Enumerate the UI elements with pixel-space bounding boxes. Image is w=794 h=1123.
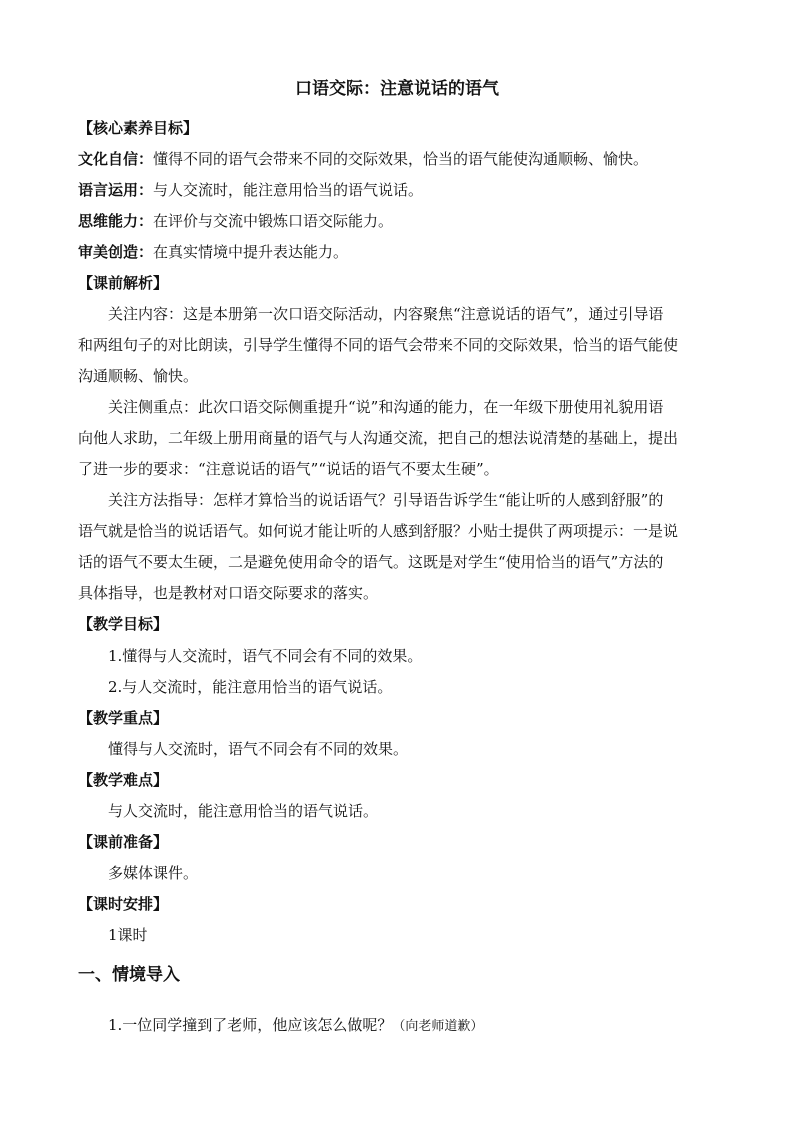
- core-item-label: 语言运用：: [78, 181, 154, 199]
- core-item-aesthetic: [78, 242, 718, 262]
- intro-question-note: （向老师道歉）: [392, 1019, 484, 1034]
- analysis-p1-line: 和两组句子的对比朗读，引导学生懂得不同的语气会带来不同的交际效果，恰当的语气能使: [78, 336, 679, 354]
- preparation-text: 多媒体课件。: [108, 864, 199, 882]
- analysis-p1-line: 关注内容：这是本册第一次口语交际活动，内容聚焦“注意说话的语气”，通过引导语: [108, 305, 664, 323]
- analysis-heading: 【课前解析】: [78, 274, 169, 292]
- core-item-text: 在评价与交流中锻炼口语交际能力。: [153, 212, 394, 230]
- core-item-culture: [78, 149, 718, 169]
- core-item-label: 文化自信：: [78, 150, 154, 168]
- core-goals-heading: 【核心素养目标】: [78, 119, 199, 137]
- core-item-language: [78, 180, 718, 200]
- intro-question: [108, 1015, 748, 1037]
- teaching-goals-heading: 【教学目标】: [78, 615, 169, 633]
- core-item-text: 懂得不同的语气会带来不同的交际效果，恰当的语气能使沟通顺畅、愉快。: [153, 150, 649, 168]
- key-points-text: 懂得与人交流时，语气不同会有不同的效果。: [108, 740, 409, 758]
- schedule-text: 1课时: [108, 926, 148, 944]
- teaching-goal-item: 1.懂得与人交流时，语气不同会有不同的效果。: [108, 647, 423, 665]
- difficulty-heading: 【教学难点】: [78, 771, 169, 789]
- difficulty-text: 与人交流时，能注意用恰当的语气说话。: [108, 802, 379, 820]
- analysis-p3-line: 语气就是恰当的说话语气。如何说才能让听的人感到舒服？小贴士提供了两项提示：一是说: [78, 522, 679, 540]
- analysis-p3-line: 关注方法指导：怎样才算恰当的说话语气？引导语告诉学生“能让听的人感到舒服”的: [108, 491, 664, 509]
- analysis-p3-line: 话的语气不要太生硬，二是避免使用命令的语气。这既是对学生“使用恰当的语气”方法的: [78, 553, 664, 571]
- schedule-heading: 【课时安排】: [78, 895, 169, 913]
- analysis-p2-line: 了进一步的要求：“注意说话的语气”“说话的语气不要太生硬”。: [78, 460, 499, 478]
- analysis-p2-line: 向他人求助，二年级上册用商量的语气与人沟通交流，把自己的想法说清楚的基础上，提出: [78, 429, 679, 447]
- key-points-heading: 【教学重点】: [78, 709, 169, 727]
- core-item-label: 审美创造：: [78, 243, 154, 261]
- analysis-p3-line: 具体指导，也是教材对口语交际要求的落实。: [78, 584, 379, 602]
- page-title: 口语交际：注意说话的语气: [295, 79, 499, 99]
- preparation-heading: 【课前准备】: [78, 833, 169, 851]
- core-item-label: 思维能力：: [78, 212, 154, 230]
- core-item-thinking: [78, 211, 718, 231]
- core-item-text: 在真实情境中提升表达能力。: [153, 243, 349, 261]
- teaching-goal-item: 2.与人交流时，能注意用恰当的语气说话。: [108, 678, 393, 696]
- section-heading: 一、情境导入: [78, 965, 180, 985]
- intro-question-text: 1.一位同学撞到了老师，他应该怎么做呢？: [108, 1016, 393, 1034]
- analysis-p1-line: 沟通顺畅、愉快。: [78, 367, 199, 385]
- analysis-p2-line: 关注侧重点：此次口语交际侧重提升“说”和沟通的能力，在一年级下册使用礼貌用语: [108, 398, 664, 416]
- core-item-text: 与人交流时，能注意用恰当的语气说话。: [153, 181, 424, 199]
